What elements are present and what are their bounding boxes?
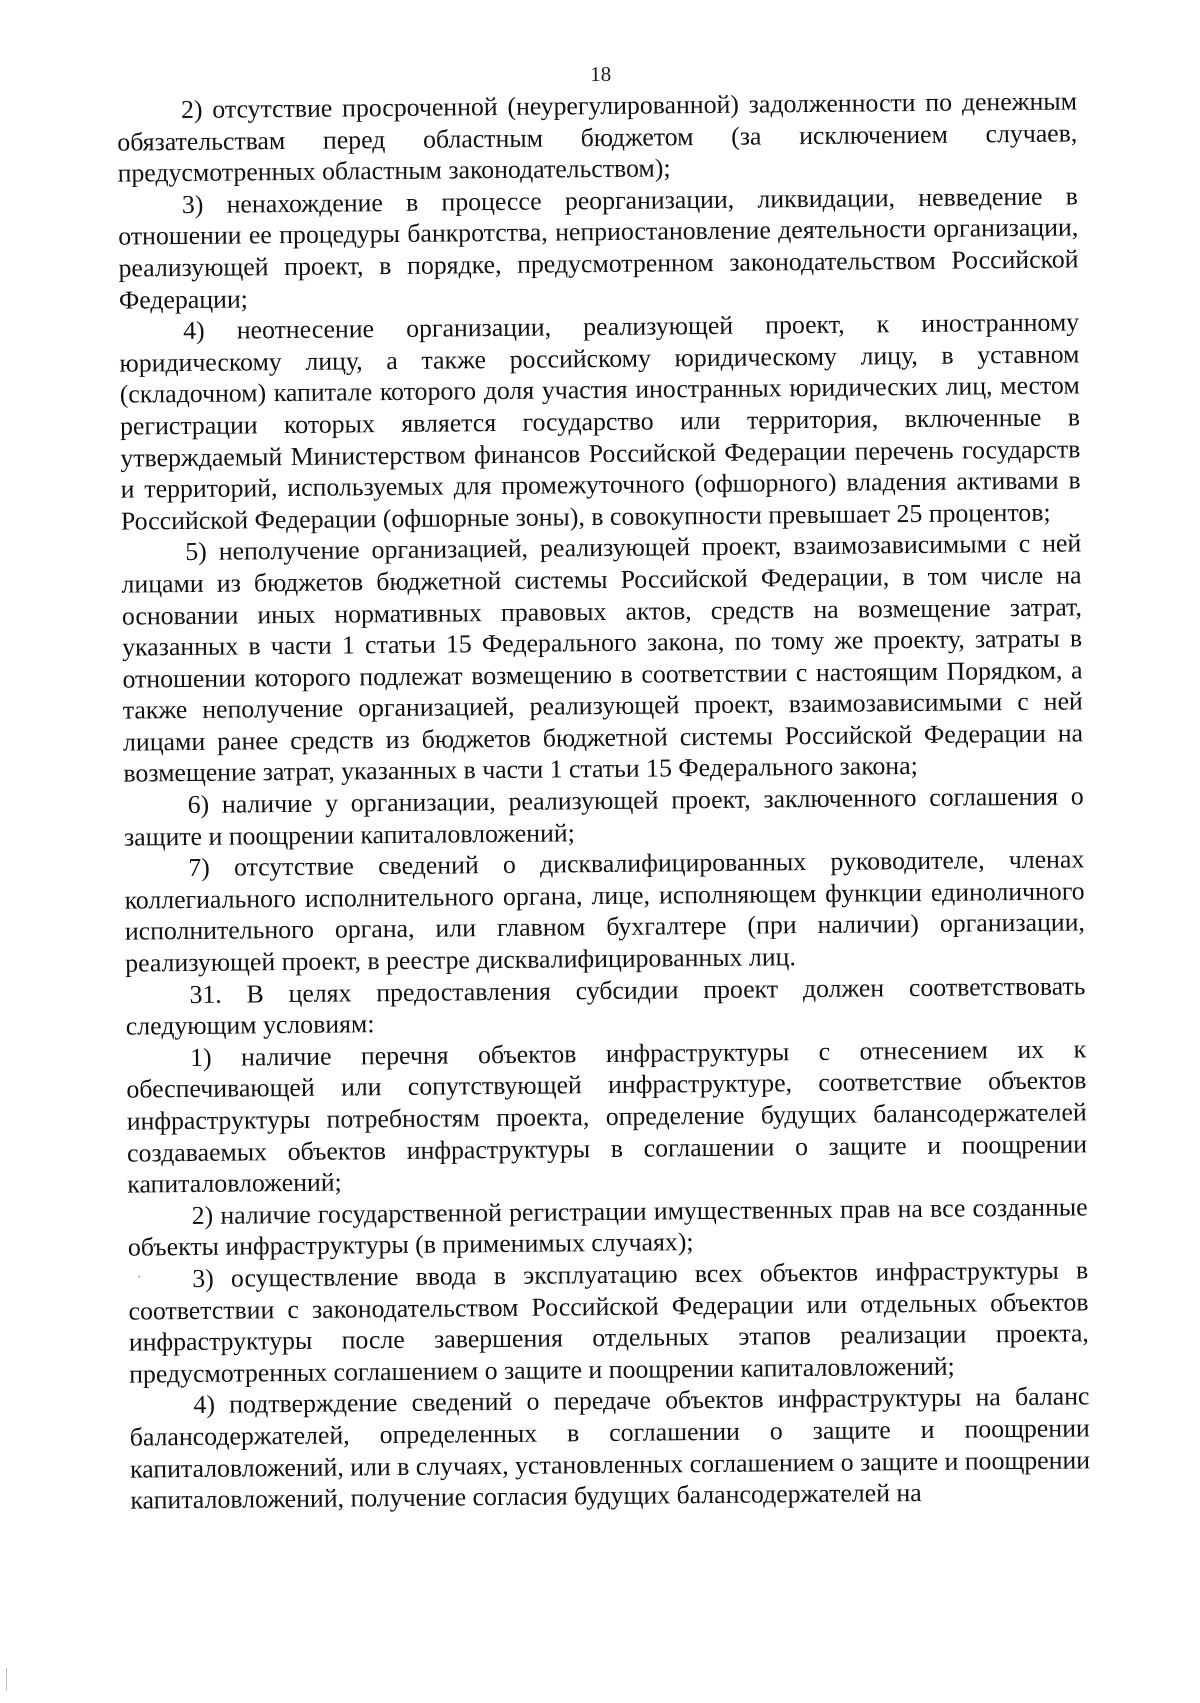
paragraph-item-2-debt: 2) отсутствие просроченной (неурегулированной) задолженности по денежным обязательствам перед областным бюджетом (за исключением случаев, предусмотренных областным законодательством);	[117, 86, 1078, 188]
paragraph-item-3-reorganization: 3) ненахождение в процессе реорганизации, ликвидации, невведение в отношении ее процедуры банкротства, неприостановление деятельности организации, реализующей проект, в порядке, предусмотренном законодательством Российской Федерации;	[118, 181, 1079, 315]
paragraph-item-6-agreement: 6) наличие у организации, реализующей проект, заключенного соглашения о защите и поощрении капиталовложений;	[123, 781, 1084, 852]
paragraph-clause-31: 31. В целях предоставления субсидии проект должен соответствовать следующим условиям:	[125, 971, 1086, 1041]
document-body	[117, 85, 1091, 1516]
paragraph-condition-4: 4) подтверждение сведений о передаче объектов инфраструктуры на баланс балансодержателей, определенных в соглашении о защите и поощрении капиталовложений, или в случаях, установленных соглашением о защите и поощрении капиталовложений, получение согласия будущих балансодержателей на	[129, 1381, 1091, 1515]
paragraph-item-4-foreign-entity: 4) неотнесение организации, реализующей проект, к иностранному юридическому лицу, а также российскому юридическому лицу, в уставном (складочном) капитале которого доля участия иностранных юридических лиц, местом регистрации которых является государство или территория, включенные в утверждаемый Министерством финансов Российской Федерации перечень государств и территорий, используемых для промежуточного (офшорного) владения активами в Российской Федерации (офшорные зоны), в совокупности превышает 25 процентов;	[119, 307, 1081, 536]
paragraph-item-5-no-prior-funding: 5) неполучение организацией, реализующей проект, взаимозависимыми с ней лицами из бюджетов бюджетной системы Российской Федерации, в том числе на основании иных нормативных правовых актов, средств на возмещение затрат, указанных в части 1 статьи 15 Федерального закона, по тому же проекту, затраты в отношении которого подлежат возмещению в соответствии с настоящим Порядком, а также неполучение организацией, реализующей проект, взаимозависимыми с ней лицами ранее средств из бюджетов бюджетной системы Российской Федерации на возмещение затрат, указанных в части 1 статьи 15 Федерального закона;	[121, 528, 1084, 789]
paragraph-condition-2: 2) наличие государственной регистрации имущественных прав на все созданные объекты инфраструктуры (в применимых случаях);	[127, 1192, 1088, 1262]
page-number: 18	[590, 61, 612, 87]
paragraph-item-7-disqualified: 7) отсутствие сведений о дисквалифицированных руководителе, членах коллегиального исполнительного органа, лице, исполняющем функции единоличного исполнительного органа, или главном бухгалтере (при наличии) организации, реализующей проект, в реестре дисквалифицированных лиц.	[124, 844, 1086, 978]
scan-speck	[138, 1275, 140, 1277]
scan-edge-mark	[6, 1668, 7, 1690]
paragraph-condition-3: 3) осуществление ввода в эксплуатацию всех объектов инфраструктуры в соответствии с законодательством Российской Федерации или отдельных объектов инфраструктуры после завершения отдельных этапов реализации проекта, предусмотренных соглашением о защите и поощрении капиталовложений;	[128, 1255, 1089, 1389]
paragraph-condition-1: 1) наличие перечня объектов инфраструктуры с отнесением их к обеспечивающей или сопутствующей инфраструктуре, соответствие объектов инфраструктуры потребностям проекта, определение будущих балансодержателей создаваемых объектов инфраструктуры в соглашении о защите и поощрении капиталовложений;	[126, 1034, 1088, 1199]
